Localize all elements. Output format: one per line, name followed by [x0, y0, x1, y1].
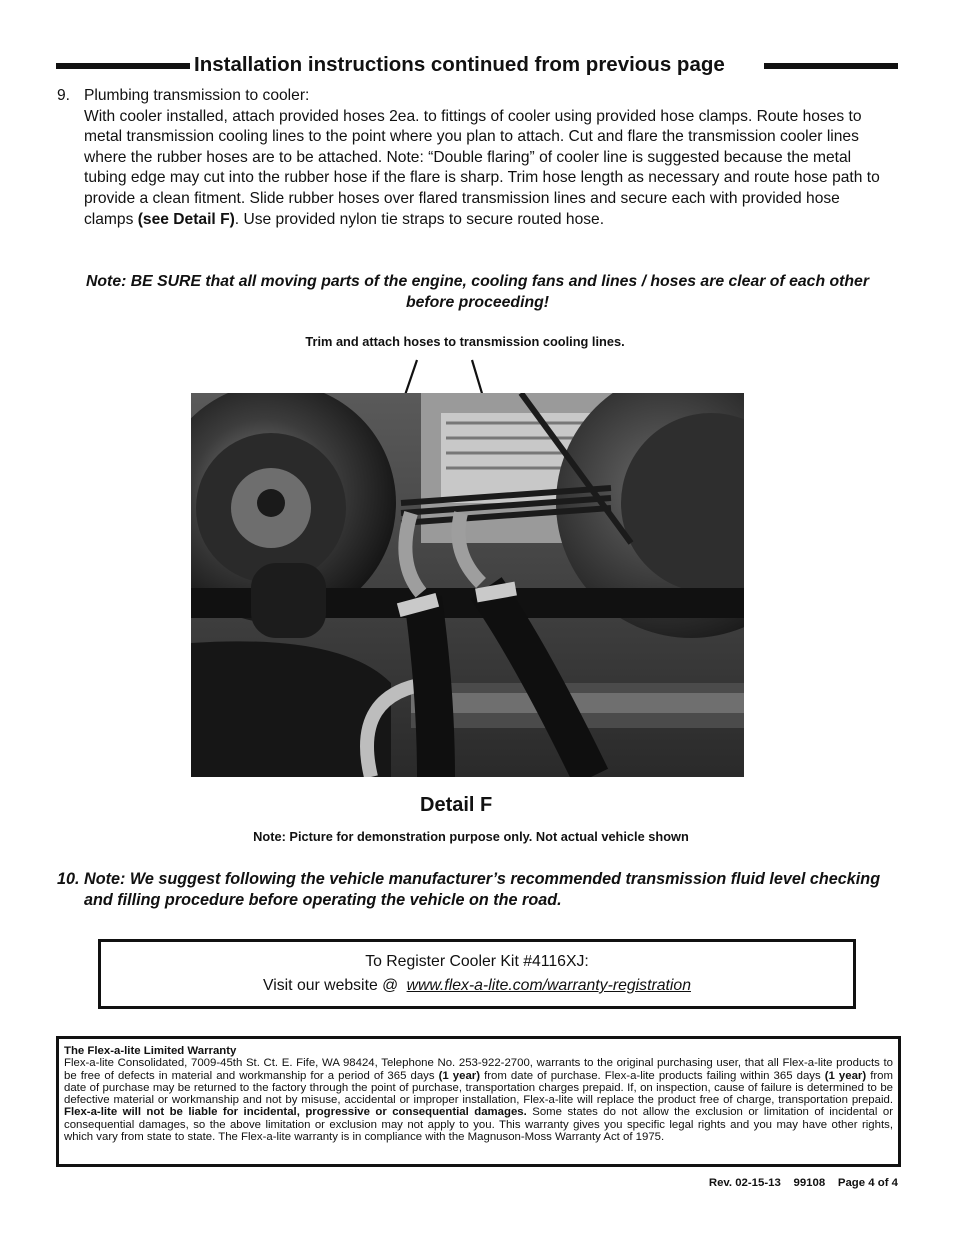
warranty-title: The Flex-a-lite Limited Warranty — [64, 1045, 237, 1057]
section-header — [56, 52, 898, 80]
detail-f-photo — [191, 393, 744, 777]
step-9-number: 9. — [57, 87, 71, 104]
page-number: Page 4 of 4 — [837, 1177, 898, 1189]
warranty-bold-2: (1 year) — [824, 1069, 867, 1082]
figure-caption: Trim and attach hoses to transmission cooling lines. — [305, 334, 625, 349]
warranty-registration-link[interactable]: www.flex-a-lite.com/warranty-registration — [406, 977, 691, 994]
figure-note: Note: Picture for demonstration purpose only. Not actual vehicle shown — [253, 829, 689, 844]
step-10 — [57, 869, 887, 911]
step-10-number: 10. — [57, 870, 80, 888]
warranty-box — [56, 1036, 901, 1167]
page-title: Installation instructions continued from previous page — [194, 53, 725, 76]
header-rule-right — [764, 63, 898, 69]
step-9-text-b: . Use provided nylon tie straps to secure routed hose. — [234, 210, 605, 228]
engine-photo-illustration — [191, 393, 744, 777]
step-9-text-a: With cooler installed, attach provided hoses 2ea. to fittings of cooler using provided hose clamps. Route hoses to metal transmission cooling lines to the point where you plan to attach. Cut and flare the transmission cooler lines where the rubber hoses are to be attached. Note: “Double flaring” of cooler line is suggested because the metal tubing edge may cut into the rubber hose if the flare is sharp. Trim hose length as necessary and route hose path to provide a clean fitment. Slide rubber hoses over flared transmission lines and secure each with provided hose clamps — [84, 107, 880, 228]
registration-website-line — [101, 974, 853, 998]
registration-heading: To Register Cooler Kit #4116XJ: — [365, 953, 589, 970]
document-number: 99108 — [793, 1177, 826, 1189]
step-9 — [57, 86, 887, 230]
registration-box — [98, 939, 856, 1009]
warranty-text-3: from date of purchase may be returned to the factory through the point of purchase, transportation charges prepaid. If, on inspection, cause of failure is determined to be defective material or workmanship and not by misuse, accidental or improper installation, Flex-a-lite will replace the product free of charge, transportation prepaid. — [64, 1069, 893, 1107]
header-rule-left — [56, 63, 190, 69]
warranty-text — [64, 1057, 893, 1143]
step-9-bold: (see Detail F) — [137, 210, 235, 228]
figure-title: Detail F — [420, 794, 493, 816]
step-9-body — [84, 86, 887, 230]
warranty-bold-1: (1 year) — [438, 1069, 481, 1082]
registration-prefix: Visit our website @ — [263, 977, 399, 994]
warranty-text-1: Flex-a-lite Consolidated, 7009-45th St. Ct. E. Fife, WA 98424, Telephone No. 253-922-2700, warrants to the original purchasing user, that all Flex-a-lite products to be free of defects in material and workmanship for a period of 365 days — [64, 1057, 893, 1082]
step-9-text — [84, 107, 887, 231]
step-10-text: Note: We suggest following the vehicle manufacturer’s recommended transmission fluid level checking and filling procedure before operating the vehicle on the road. — [84, 870, 881, 909]
warranty-text-2: from date of purchase. Flex-a-lite products failing within 365 days — [480, 1069, 825, 1082]
safety-warning: Note: BE SURE that all moving parts of the engine, cooling fans and lines / hoses are clear of each other before proceeding! — [86, 273, 869, 311]
step-9-heading: Plumbing transmission to cooler: — [84, 87, 310, 104]
revision-date: Rev. 02-15-13 — [708, 1177, 781, 1189]
warranty-bold-3: Flex-a-lite will not be liable for incidental, progressive or consequential damages. — [64, 1106, 527, 1119]
page-footer — [709, 1177, 898, 1189]
warranty-text-4: Some states do not allow the exclusion or limitation of incidental or consequential damages, so the above limitation or exclusion may not apply to you. This warranty gives you specific legal rights and you may have other rights, which vary from state to state. The Flex-a-lite warranty is in compliance with the Magnuson-Moss Warranty Act of 1975. — [64, 1106, 893, 1144]
